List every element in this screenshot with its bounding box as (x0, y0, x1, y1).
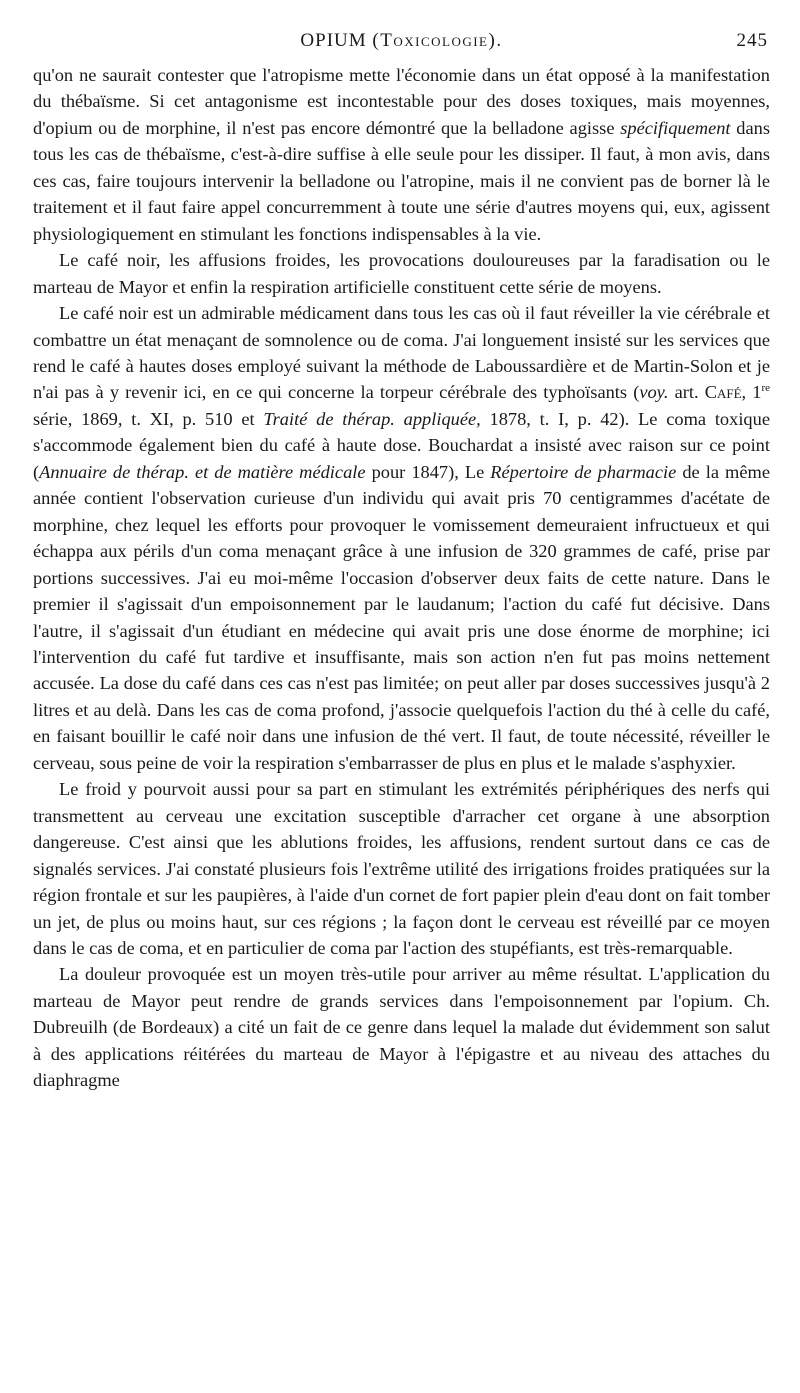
text-segment: Répertoire de pharmacie (490, 461, 677, 482)
text-segment: re (761, 382, 770, 395)
text-segment: qu'on ne saurait contester que l'atropisme mette l'économie dans un état opposé à la manifestation du thébaïsme. Si cet antagonisme est incontestable pour des doses toxiques, mais moyennes, d'opium ou de morphine, il n'est pas encore démontré que la belladone agisse (33, 65, 770, 138)
text-segment: dans tous les cas de thébaïsme, c'est-à-dire suffise à elle seule pour les dissiper. Il faut, à mon avis, dans ces cas, faire toujours intervenir la belladone ou l'atropine, mais il ne convient pas de borner là le traitement et il faut faire appel concurremment à toute une série d'autres moyens qui, eux, agissent physiologiquement en stimulant les fonctions indispensables à la vie. (33, 117, 770, 244)
text-segment: , 1 (741, 382, 762, 403)
text-segment: spécifiquement (620, 117, 731, 138)
text-segment: Café (704, 382, 742, 403)
text-segment: 1878, t. I, p. 42). Le coma toxique s'accommode également bien du café à haute dose. Bouchardat a insisté avec raison sur ce point ( (33, 408, 770, 482)
page-number: 245 (736, 30, 768, 51)
text-segment: série, 1869, t. XI, p. 510 et (33, 408, 264, 429)
body-text (33, 62, 770, 1094)
text-segment: Le froid y pourvoit aussi pour sa part en stimulant les extrémités périphériques des nerfs qui transmettent au cerveau une excitation susceptible d'arracher cet organe à une absorption dangereuse. C'est ainsi que les ablutions froides, les affusions, rendent surtout dans ce cas de signalés services. J'ai constaté plusieurs fois l'extrême utilité des irrigations froides pratiquées sur la région frontale et sur les paupières, à l'aide d'un cornet de fort papier plein d'eau dont on fait tomber un jet, de plus ou moins haut, sur ces régions ; la façon dont le cerveau est réveillé par ce moyen dans le cas de coma, et en particulier de coma par l'action des stupéfiants, est très-remarquable. (33, 779, 770, 958)
text-segment: La douleur provoquée est un moyen très-utile pour arriver au même résultat. L'application du marteau de Mayor peut rendre de grands services dans l'empoisonnement par l'opium. Ch. Dubreuilh (de Bordeaux) a cité un fait de ce genre dans lequel la malade dut évidemment son salut à des applications réitérées du marteau de Mayor à l'épigastre et au niveau des attaches du diaphragme (33, 964, 770, 1091)
paragraph-p1 (33, 62, 770, 247)
text-segment: Annuaire de thérap. et de matière médicale (39, 461, 366, 482)
text-segment: pour 1847), Le (365, 461, 491, 482)
running-title-main: OPIUM (300, 30, 367, 51)
text-segment: art. (668, 382, 705, 403)
paragraph-p3 (33, 300, 770, 776)
text-segment: de la même année contient l'observation curieuse d'un individu qui avait pris 70 centigrammes d'acétate de morphine, chez lequel les efforts pour provoquer le vomissement demeuraient infructueux et qui échappa aux périls d'un coma menaçant grâce à une infusion de 320 grammes de café, prise par portions successives. J'ai eu moi-même l'occasion d'observer deux faits de cette nature. Dans le premier il s'agissait d'un empoisonnement par le laudanum; l'action du café fut décisive. Dans l'autre, il s'agissait d'un étudiant en médecine qui avait pris une dose énorme de morphine; ici l'intervention du café fut tardive et insuffisante, mais son action n'en fut pas moins nettement accusée. La dose du café dans ces cas n'est pas limitée; on peut aller par doses successives jusqu'à 2 litres et au delà. Dans les cas de coma profond, j'associe quelquefois l'action du thé à celle du café, en faisant bouillir le café noir dans une infusion de thé vert. Il faut, de toute nécessité, réveiller le cerveau, sous peine de voir la respiration s'embarrasser de plus en plus et le malade s'asphyxier. (33, 461, 770, 773)
running-title (300, 30, 502, 52)
running-title-sub: (Toxicologie). (372, 30, 503, 51)
running-head (33, 30, 770, 60)
paragraph-p5 (33, 961, 770, 1093)
text-segment: Le café noir est un admirable médicament dans tous les cas où il faut réveiller la vie cérébrale et combattre un état menaçant de somnolence ou de coma. J'ai longuement insisté sur les services que rend le café à hautes doses employé suivant la méthode de Laboussardière et de Martin-Solon et je n'ai pas à y revenir ici, en ce qui concerne la torpeur cérébrale des typhoïsants ( (33, 303, 770, 403)
text-segment: Le café noir, les affusions froides, les provocations douloureuses par la faradisation ou le marteau de Mayor et enfin la respiration artificielle constituent cette série de moyens. (33, 250, 770, 297)
paragraph-p4 (33, 776, 770, 961)
text-segment: voy. (639, 382, 669, 403)
text-segment: Traité de thérap. appliquée, (263, 408, 481, 429)
paragraph-p2 (33, 247, 770, 300)
